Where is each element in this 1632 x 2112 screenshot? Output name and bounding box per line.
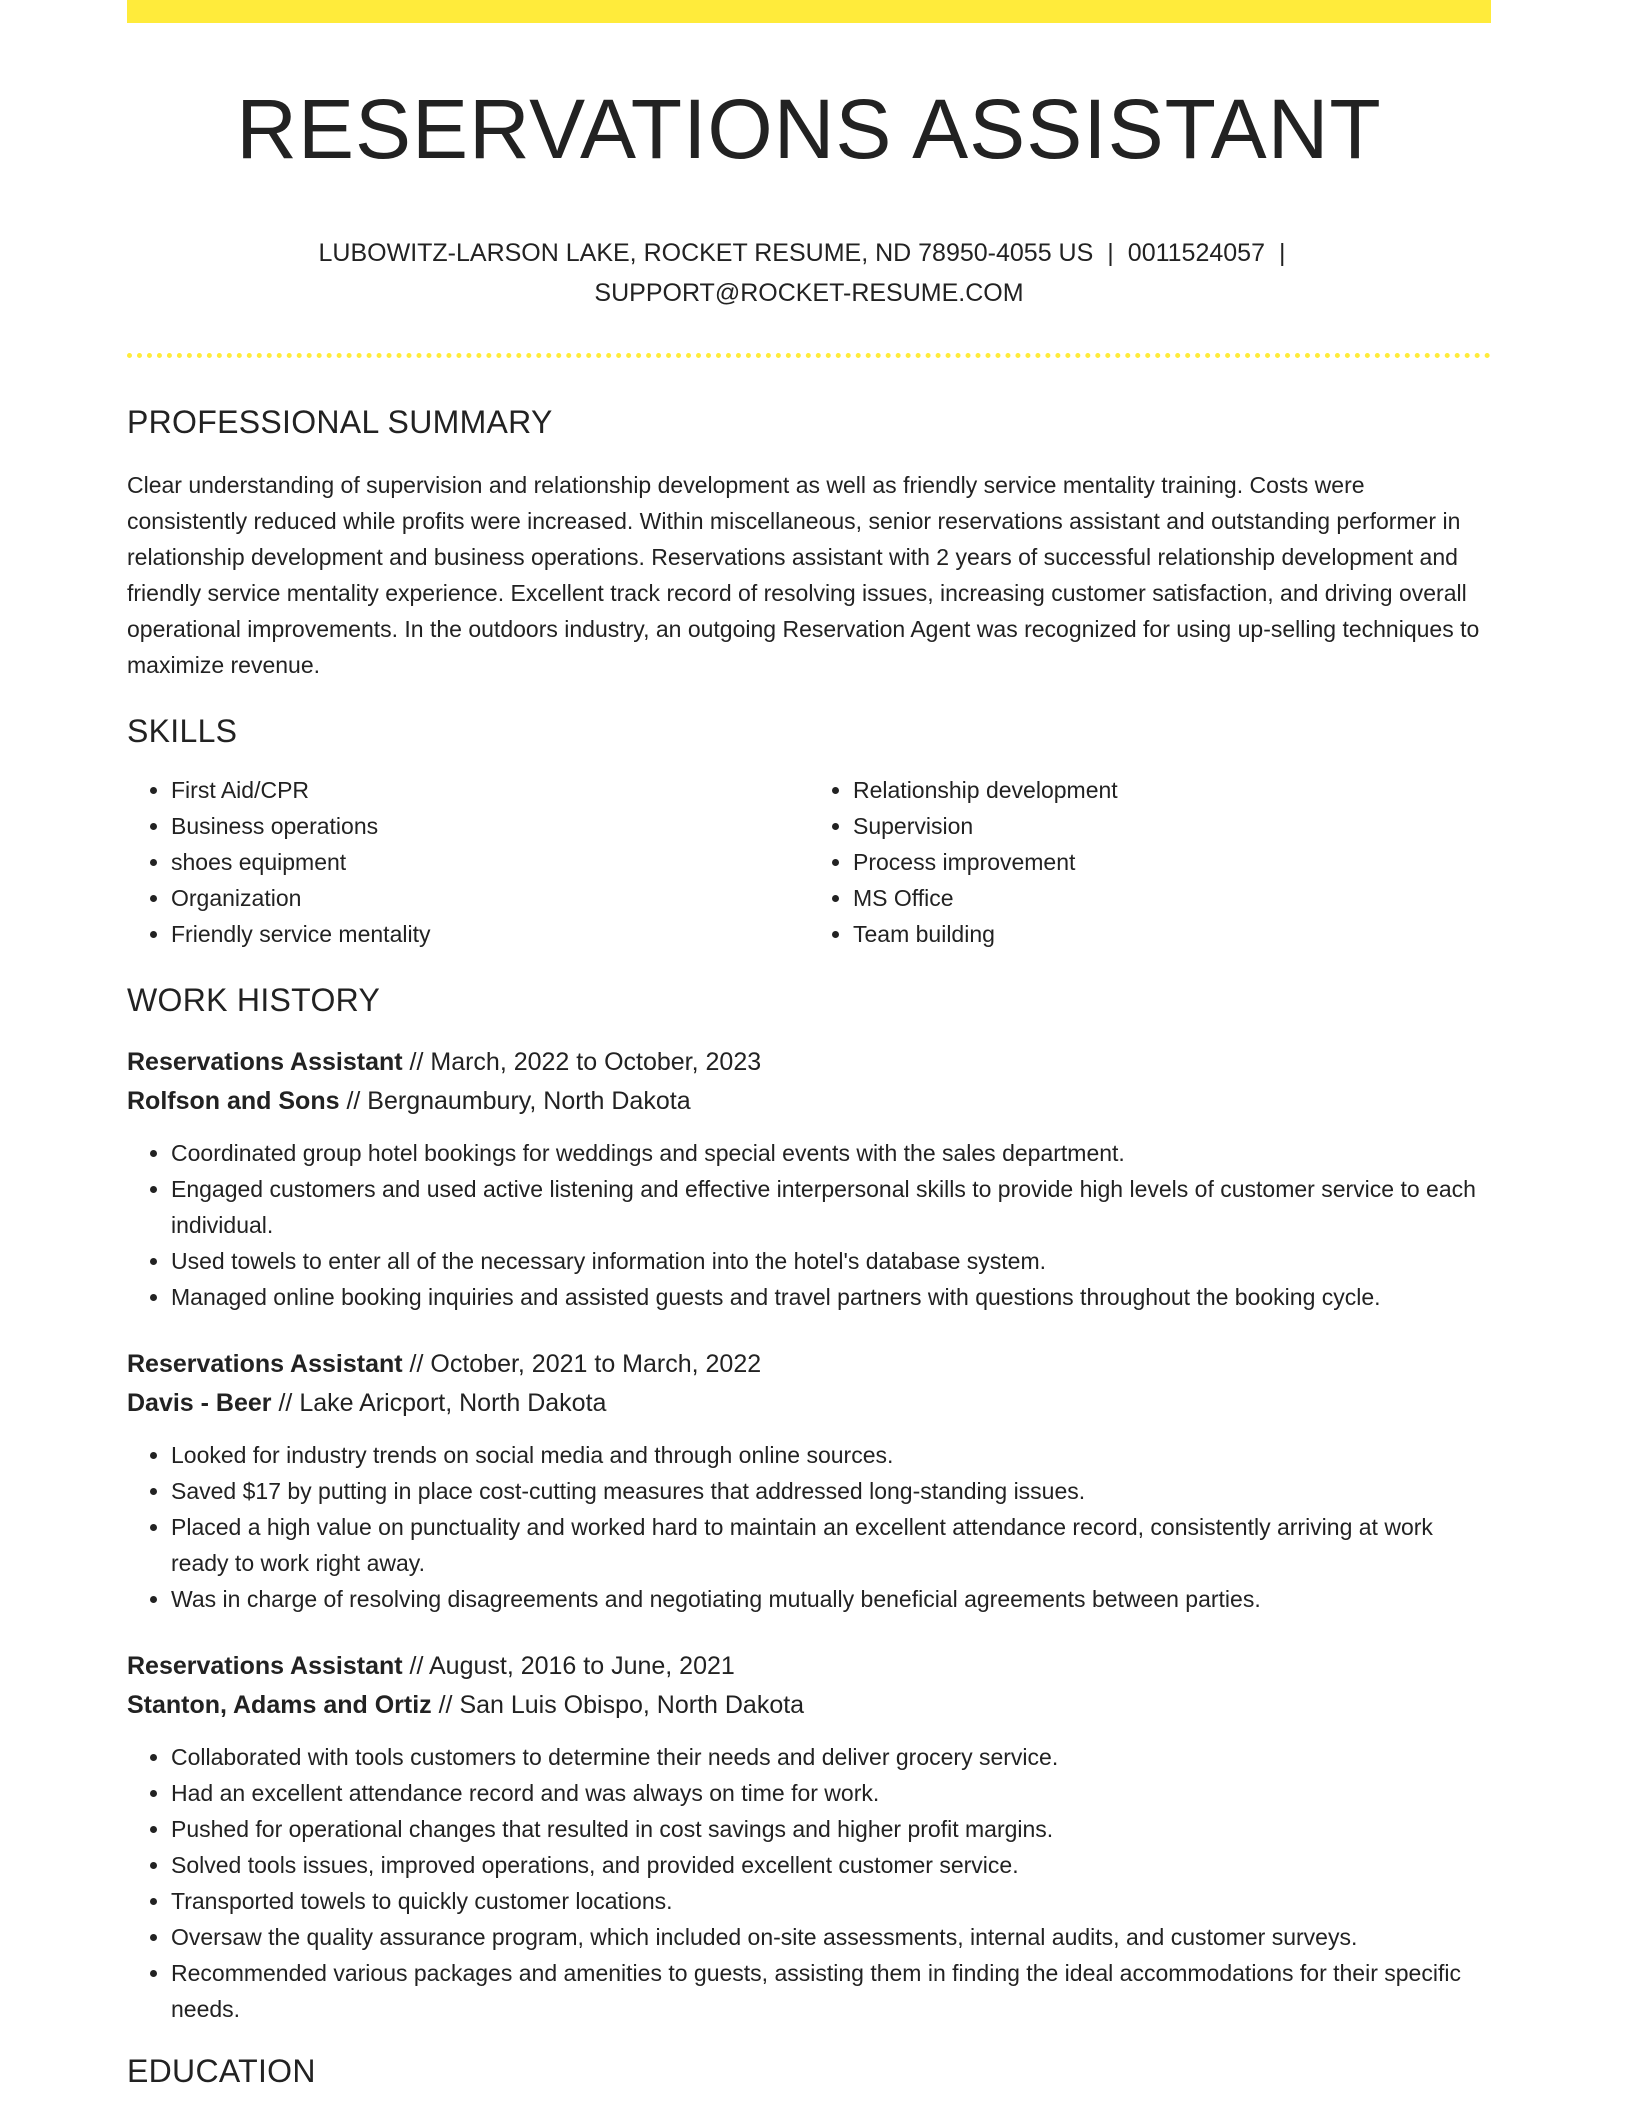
job-company-line bbox=[127, 1082, 1491, 1121]
skills-column-left bbox=[127, 772, 809, 952]
skill-item: • Friendly service mentality bbox=[171, 916, 809, 952]
skills-section bbox=[127, 713, 1491, 952]
job-company: Davis - Beer bbox=[127, 1389, 272, 1418]
job-company: Rolfson and Sons bbox=[127, 1087, 340, 1116]
job-bullet: • Coordinated group hotel bookings for weddings and special events with the sales department. bbox=[171, 1135, 1491, 1171]
job-location: // Lake Aricport, North Dakota bbox=[278, 1389, 607, 1418]
job-bullet: • Managed online booking inquiries and assisted guests and travel partners with questions throughout the booking cycle. bbox=[171, 1279, 1491, 1315]
skill-item: • MS Office bbox=[853, 880, 1491, 916]
job-title: Reservations Assistant bbox=[127, 1350, 403, 1379]
education-heading: EDUCATION bbox=[127, 2053, 316, 2090]
job-bullet: • Collaborated with tools customers to determine their needs and deliver grocery service. bbox=[171, 1739, 1491, 1775]
summary-heading: PROFESSIONAL SUMMARY bbox=[127, 404, 553, 441]
job-bullet: • Recommended various packages and amenities to guests, assisting them in finding the ideal accommodations for their specific needs. bbox=[171, 1955, 1491, 2027]
contact-info bbox=[127, 233, 1491, 313]
job-title-line bbox=[127, 1647, 1491, 1686]
job-company-line bbox=[127, 1686, 1491, 1725]
job-bullet: • Transported towels to quickly customer locations. bbox=[171, 1883, 1491, 1919]
top-accent-bar bbox=[127, 0, 1491, 23]
resume-page bbox=[127, 0, 1491, 2090]
job-title-line bbox=[127, 1043, 1491, 1082]
work-history-section bbox=[127, 982, 1491, 2027]
job-bullet: • Engaged customers and used active listening and effective interpersonal skills to provide high levels of customer service to each individual. bbox=[171, 1171, 1491, 1243]
job-dates: // October, 2021 to March, 2022 bbox=[409, 1350, 762, 1379]
job-dates: // March, 2022 to October, 2023 bbox=[409, 1048, 762, 1077]
skill-item: • Supervision bbox=[853, 808, 1491, 844]
job-title-line bbox=[127, 1345, 1491, 1384]
job-bullet: • Placed a high value on punctuality and worked hard to maintain an excellent attendance record, consistently arriving at work ready to work right away. bbox=[171, 1509, 1491, 1581]
skill-item: • First Aid/CPR bbox=[171, 772, 809, 808]
job-entry bbox=[127, 1345, 1491, 1617]
job-bullets bbox=[127, 1739, 1491, 2027]
skill-item: • Team building bbox=[853, 916, 1491, 952]
skill-item: • shoes equipment bbox=[171, 844, 809, 880]
job-bullet: • Solved tools issues, improved operations, and provided excellent customer service. bbox=[171, 1847, 1491, 1883]
contact-address: LUBOWITZ-LARSON LAKE, ROCKET RESUME, ND 78950-4055 US bbox=[318, 239, 1094, 268]
contact-separator: | bbox=[1278, 239, 1286, 268]
skill-item: • Organization bbox=[171, 880, 809, 916]
skills-heading: SKILLS bbox=[127, 713, 238, 750]
skill-item: • Process improvement bbox=[853, 844, 1491, 880]
job-location: // San Luis Obispo, North Dakota bbox=[438, 1691, 805, 1720]
job-bullets bbox=[127, 1437, 1491, 1617]
job-title: Reservations Assistant bbox=[127, 1048, 403, 1077]
resume-title: RESERVATIONS ASSISTANT bbox=[236, 82, 1382, 176]
job-location: // Bergnaumbury, North Dakota bbox=[346, 1087, 691, 1116]
summary-text: Clear understanding of supervision and relationship development as well as friendly service mentality training. Costs were consistently reduced while profits were increased. Within miscellaneous, senior reservations assistant and outstanding performer in relationship development and business operations. Reservations assistant with 2 years of successful relationship development and friendly service mentality experience. Excellent track record of resolving issues, increasing customer satisfaction, and driving overall operational improvements. In the outdoors industry, an outgoing Reservation Agent was recognized for using up-selling techniques to maximize revenue. bbox=[127, 472, 1480, 679]
job-entry bbox=[127, 1043, 1491, 1315]
job-bullet: • Pushed for operational changes that resulted in cost savings and higher profit margins. bbox=[171, 1811, 1491, 1847]
job-bullet: • Used towels to enter all of the necessary information into the hotel's database system. bbox=[171, 1243, 1491, 1279]
skill-item: • Relationship development bbox=[853, 772, 1491, 808]
skills-column-right bbox=[809, 772, 1491, 952]
summary-section bbox=[127, 404, 1491, 683]
contact-email: SUPPORT@ROCKET-RESUME.COM bbox=[594, 279, 1024, 308]
job-dates: // August, 2016 to June, 2021 bbox=[409, 1652, 735, 1681]
contact-separator: | bbox=[1107, 239, 1114, 268]
job-bullet: • Looked for industry trends on social media and through online sources. bbox=[171, 1437, 1491, 1473]
work-history-heading: WORK HISTORY bbox=[127, 982, 381, 1019]
job-bullets bbox=[127, 1135, 1491, 1315]
job-entry bbox=[127, 1647, 1491, 2027]
job-company: Stanton, Adams and Ortiz bbox=[127, 1691, 432, 1720]
contact-phone: 0011524057 bbox=[1127, 239, 1265, 268]
job-title: Reservations Assistant bbox=[127, 1652, 403, 1681]
job-bullet: • Was in charge of resolving disagreements and negotiating mutually beneficial agreements between parties. bbox=[171, 1581, 1491, 1617]
education-section bbox=[127, 2053, 1491, 2090]
skill-item: • Business operations bbox=[171, 808, 809, 844]
skills-list bbox=[127, 772, 1491, 952]
job-bullet: • Oversaw the quality assurance program, which included on-site assessments, internal audits, and customer surveys. bbox=[171, 1919, 1491, 1955]
job-bullet: • Had an excellent attendance record and was always on time for work. bbox=[171, 1775, 1491, 1811]
job-company-line bbox=[127, 1384, 1491, 1423]
job-bullet: • Saved $17 by putting in place cost-cutting measures that addressed long-standing issues. bbox=[171, 1473, 1491, 1509]
dotted-divider bbox=[127, 353, 1491, 358]
